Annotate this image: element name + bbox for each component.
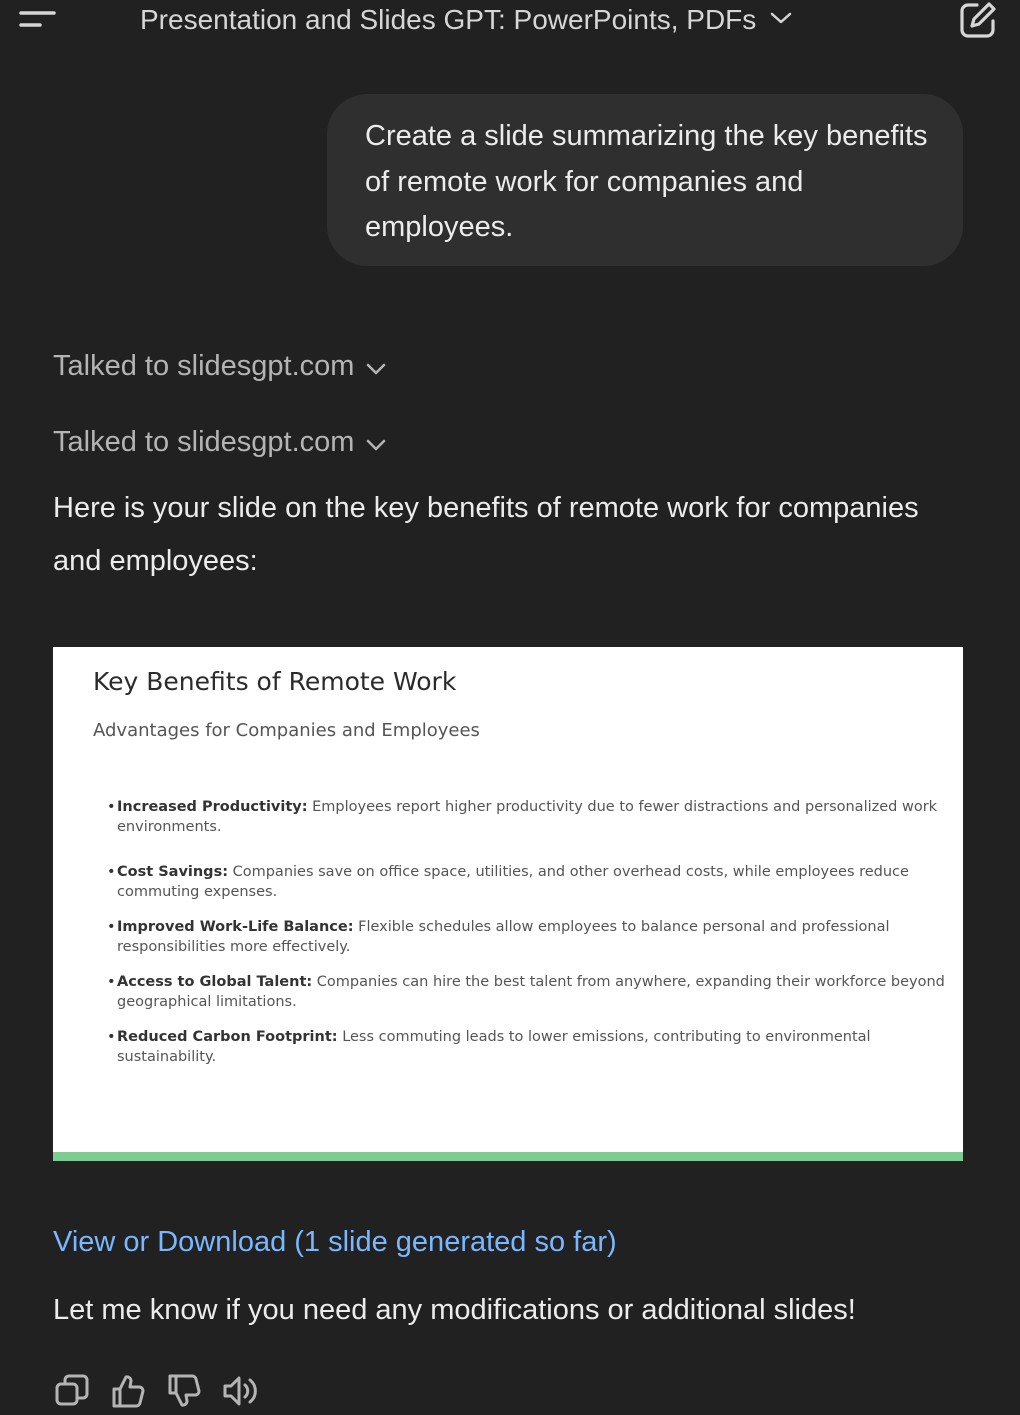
top-bar xyxy=(0,0,1020,44)
bullet-term: Access to Global Talent: xyxy=(117,974,313,990)
copy-icon[interactable] xyxy=(53,1372,91,1410)
slide-bullet-list xyxy=(107,797,947,1082)
slide-title: Key Benefits of Remote Work xyxy=(93,667,457,696)
read-aloud-icon[interactable] xyxy=(221,1372,259,1410)
bullet-text: Less commuting leads to lower emissions, contributing to environmental sustainability. xyxy=(117,1029,871,1065)
message-actions xyxy=(53,1372,259,1410)
bullet-text: Companies can hire the best talent from anywhere, expanding their workforce beyond geographical limitations. xyxy=(117,974,945,1010)
thumbs-up-icon[interactable] xyxy=(109,1372,147,1410)
chevron-down-icon xyxy=(366,350,386,383)
gpt-title: Presentation and Slides GPT: PowerPoints, PDFs xyxy=(140,4,757,35)
bullet-term: Improved Work-Life Balance: xyxy=(117,919,354,935)
slide-bullet xyxy=(107,972,947,1012)
tool-call-label: Talked to slidesgpt.com xyxy=(53,349,355,382)
slide-bullet xyxy=(107,797,947,837)
bullet-text: Employees report higher productivity due to fewer distractions and personalized work environments. xyxy=(117,799,938,835)
chevron-down-icon xyxy=(770,11,792,30)
gpt-title-dropdown[interactable] xyxy=(140,0,792,40)
slide-subtitle: Advantages for Companies and Employees xyxy=(93,720,480,741)
tool-call-toggle[interactable] xyxy=(53,344,386,388)
bullet-term: Increased Productivity: xyxy=(117,799,308,815)
bullet-text: Companies save on office space, utilities, and other overhead costs, while employees reduce commuting expenses. xyxy=(117,864,909,900)
slide-bullet xyxy=(107,917,947,957)
hamburger-menu-icon[interactable] xyxy=(18,4,58,34)
bullet-text: Flexible schedules allow employees to balance personal and professional responsibilities more effectively. xyxy=(117,919,890,955)
assistant-intro-text: Here is your slide on the key benefits of remote work for companies and employees: xyxy=(53,492,919,577)
tool-call-label: Talked to slidesgpt.com xyxy=(53,425,355,458)
view-download-link[interactable]: View or Download (1 slide generated so far) xyxy=(53,1226,617,1258)
user-message-bubble: Create a slide summarizing the key benefits of remote work for companies and employees. xyxy=(327,94,963,266)
bullet-term: Cost Savings: xyxy=(117,864,228,880)
tool-call-toggle[interactable] xyxy=(53,420,386,464)
slide-accent-bar xyxy=(53,1152,963,1161)
bullet-term: Reduced Carbon Footprint: xyxy=(117,1029,338,1045)
assistant-closing-text: Let me know if you need any modifications or additional slides! xyxy=(53,1294,856,1326)
slide-bullet xyxy=(107,1027,947,1067)
chevron-down-icon xyxy=(366,426,386,459)
thumbs-down-icon[interactable] xyxy=(165,1372,203,1410)
slide-bullet xyxy=(107,862,947,902)
new-chat-icon[interactable] xyxy=(958,0,998,40)
slide-preview[interactable] xyxy=(53,647,963,1161)
